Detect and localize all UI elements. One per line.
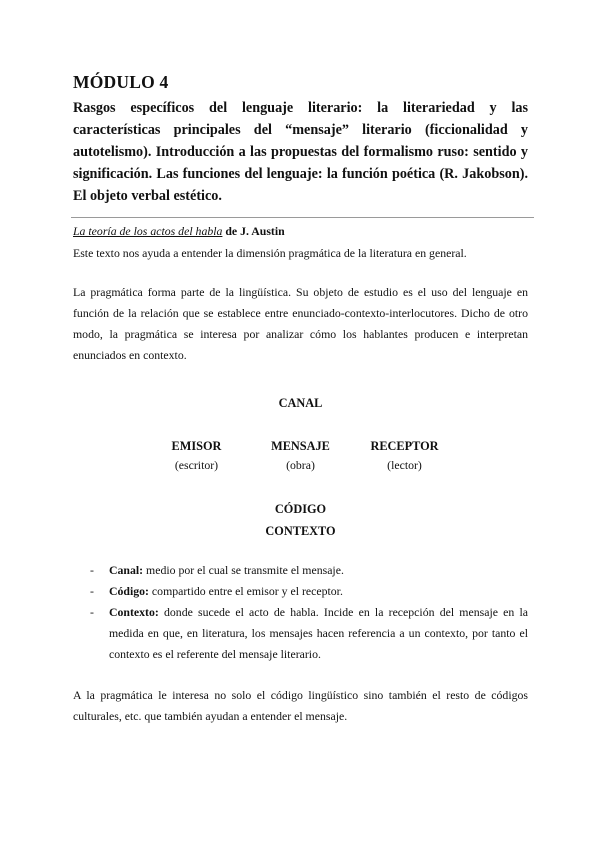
list-item: [73, 560, 528, 581]
definitions-list: [73, 560, 528, 665]
receptor-label: RECEPTOR: [370, 439, 439, 453]
section-heading-author: de J. Austin: [222, 224, 285, 238]
diagram-bottom-labels: [73, 498, 528, 542]
module-title: MÓDULO 4: [73, 72, 169, 92]
list-item-text: [109, 581, 528, 602]
horizontal-divider: [71, 217, 534, 218]
emisor-sub: (escritor): [174, 458, 219, 472]
receptor-sub: (lector): [387, 458, 422, 472]
list-term: Canal:: [109, 563, 144, 577]
spacer: [73, 264, 528, 282]
list-item-text: [109, 560, 528, 581]
list-definition: donde sucede el acto de habla. Incide en la recepción del mensaje en la medida en que, en literatura, los mensajes hacen referencia a un contexto, por tanto el contexto es el referente del mensaje literario.: [109, 605, 528, 661]
section-heading: [73, 224, 528, 239]
list-item: [73, 602, 528, 665]
diagram-canal-label: CANAL: [278, 396, 323, 410]
list-item: [73, 581, 528, 602]
pragmatics-paragraph: La pragmática forma parte de la lingüística. Su objeto de estudio es el uso del lenguaje en función de la relación que se establece entre enunciado-contexto-interlocutores. Dicho de otro modo, la pragmática se interesa por analizar cómo los hablantes producen e interpretan enunciados en contexto.: [73, 285, 528, 362]
section-heading-title: La teoría de los actos del habla: [73, 224, 223, 238]
list-term: Contexto:: [109, 605, 159, 619]
diagram-codigo-label: CÓDIGO: [274, 502, 327, 516]
list-dash: -: [90, 605, 94, 619]
mensaje-sub: (obra): [286, 458, 315, 472]
diagram-contexto-label: CONTEXTO: [265, 524, 336, 538]
list-term: Código:: [109, 584, 149, 598]
list-definition: compartido entre el emisor y el receptor.: [148, 584, 343, 598]
list-definition: medio por el cual se transmite el mensaje.: [143, 563, 344, 577]
communication-diagram-row: [73, 437, 528, 476]
list-dash: -: [90, 584, 94, 598]
module-subtitle: Rasgos específicos del lenguaje literario: la literariedad y las características principales del “mensaje” literario (ficcionalidad y autotelismo). Introducción a las propuestas del formalismo ruso: sentido y significación. Las funciones del lenguaje: la función poética (R. Jakobson). El objeto verbal estético.: [73, 100, 528, 204]
mensaje-label: MENSAJE: [271, 439, 330, 453]
list-dash: -: [90, 563, 94, 577]
diagram-mensaje: [249, 437, 353, 476]
document-page: [73, 72, 528, 727]
list-item-text: [109, 602, 528, 665]
diagram-emisor: [145, 437, 249, 476]
closing-paragraph: A la pragmática le interesa no solo el código lingüístico sino también el resto de códigos culturales, etc. que también ayudan a entender el mensaje.: [73, 688, 528, 723]
emisor-label: EMISOR: [171, 439, 222, 453]
section-intro: Este texto nos ayuda a entender la dimensión pragmática de la literatura en general.: [73, 246, 467, 260]
diagram-receptor: [353, 437, 457, 476]
